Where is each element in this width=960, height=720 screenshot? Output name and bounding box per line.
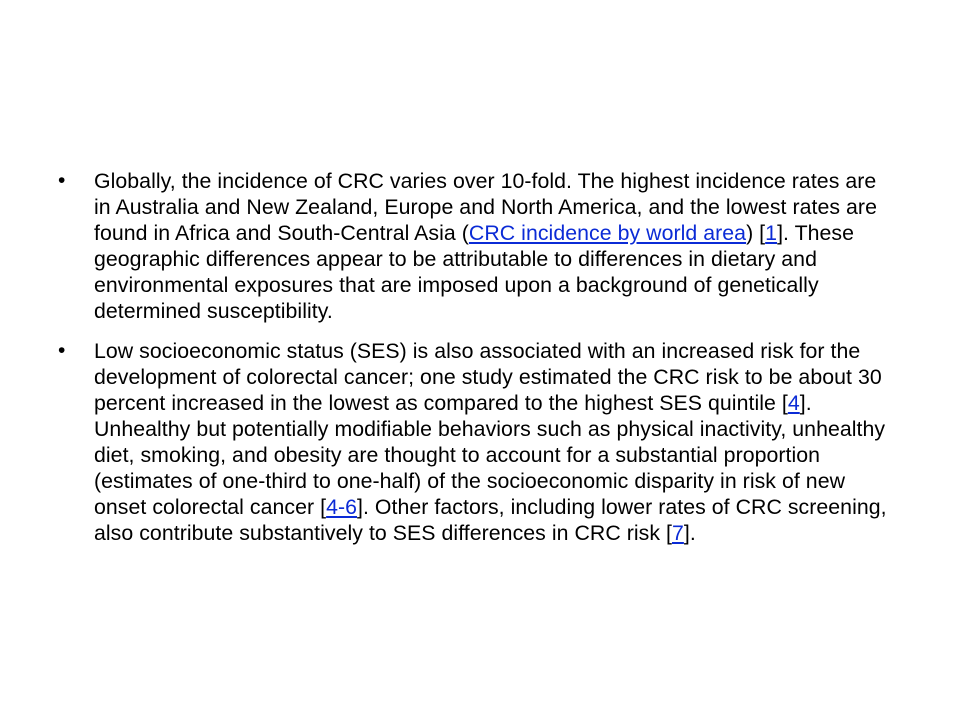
- bullet-list: [58, 168, 898, 560]
- bullet-text: ]. Other factors, including lower rates of CRC screening, also contribute substantively to SES differences in CRC risk [: [94, 495, 887, 545]
- reference-link-4[interactable]: 4: [787, 391, 800, 415]
- bullet-marker: •: [58, 339, 66, 362]
- reference-link-4-6[interactable]: 4-6: [326, 495, 358, 519]
- bullet-text: ]. These geographic differences appear to be attributable to differences in dietary and environmental exposures that are imposed upon a background of genetically determined susceptibility.: [94, 221, 855, 323]
- bullet-item-incidence: [58, 168, 898, 324]
- bullet-text: ].: [683, 521, 696, 545]
- reference-link-1[interactable]: 1: [765, 221, 778, 245]
- link-crc-incidence-by-world-area[interactable]: CRC incidence by world area: [468, 221, 747, 245]
- bullet-marker: •: [58, 169, 66, 192]
- bullet-text: ) [: [746, 221, 766, 245]
- reference-link-7[interactable]: 7: [671, 521, 684, 545]
- bullet-text: ]. Unhealthy but potentially modifiable behaviors such as physical inactivity, unhealthy diet, smoking, and obesity are thought to account for a substantial proportion (estimates of one-third to one-half) of the socioeconomic disparity in risk of new onset colorectal cancer [: [94, 391, 886, 519]
- bullet-text: Low socioeconomic status (SES) is also associated with an increased risk for the development of colorectal cancer; one study estimated the CRC risk to be about 30 percent increased in the lowest as compared to the highest SES quintile [: [94, 339, 882, 415]
- bullet-item-ses: [58, 338, 898, 546]
- bullet-text: Globally, the incidence of CRC varies over 10-fold. The highest incidence rates are in Australia and New Zealand, Europe and North America, and the lowest rates are found in Africa and South-Central Asia (: [94, 169, 877, 245]
